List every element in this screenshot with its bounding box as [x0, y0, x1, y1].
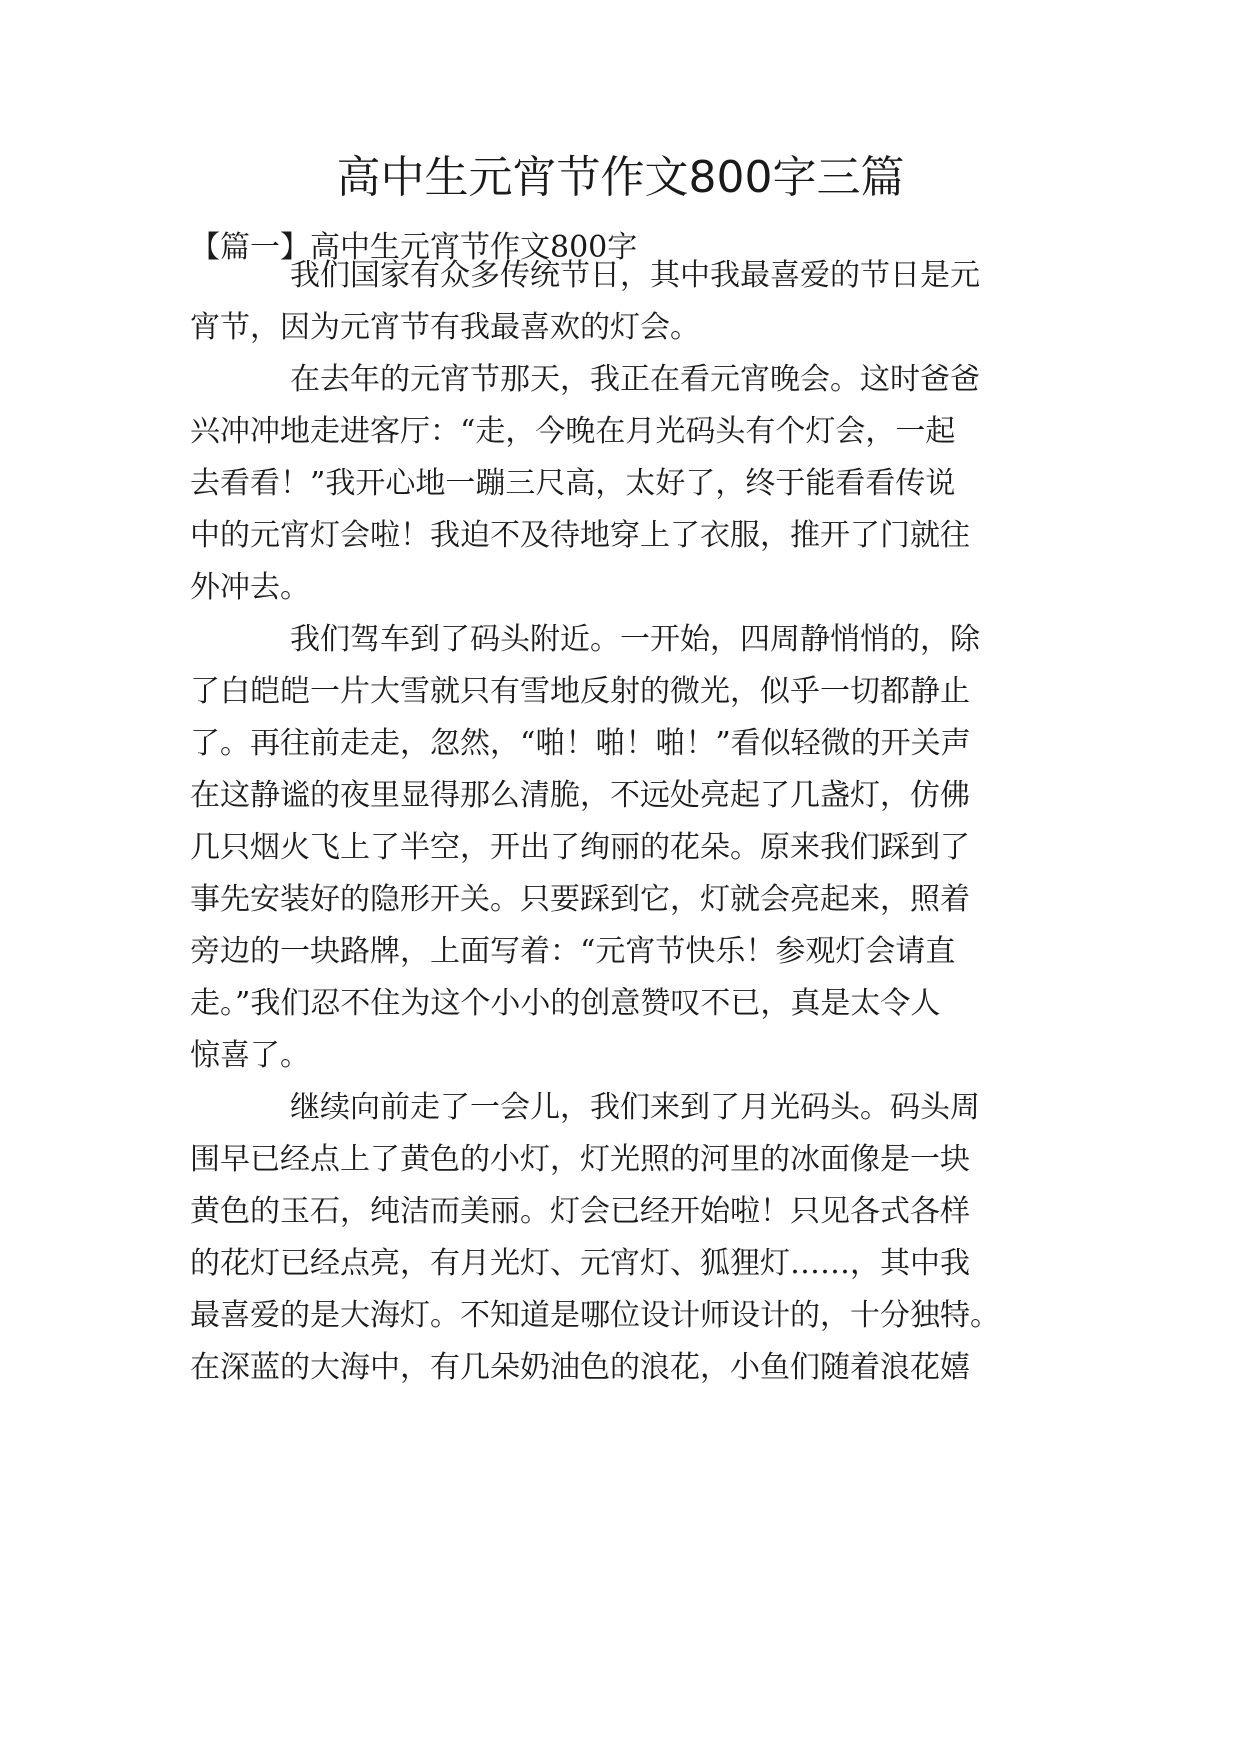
text-line: 最喜爱的是大海灯。不知道是哪位设计师设计的，十分独特。 — [190, 1298, 1000, 1333]
text-line: 在去年的元宵节那天，我正在看元宵晚会。这时爸爸 — [290, 362, 980, 397]
document-title: 高中生元宵节作文800字三篇 — [336, 152, 905, 203]
text-line: 在这静谧的夜里显得那么清脆，不远处亮起了几盏灯，仿佛 — [190, 778, 970, 813]
text-line: 事先安装好的隐形开关。只要踩到它，灯就会亮起来，照着 — [190, 882, 970, 917]
text-line: 在深蓝的大海中，有几朵奶油色的浪花，小鱼们随着浪花嬉 — [190, 1350, 970, 1385]
text-line: 围早已经点上了黄色的小灯，灯光照的河里的冰面像是一块 — [190, 1142, 970, 1177]
text-line: 几只烟火飞上了半空，开出了绚丽的花朵。原来我们踩到了 — [190, 830, 970, 865]
text-line: 了白皑皑一片大雪就只有雪地反射的微光，似乎一切都静止 — [190, 674, 970, 709]
text-line: 中的元宵灯会啦！我迫不及待地穿上了衣服，推开了门就往 — [190, 518, 970, 553]
text-line: 了。再往前走走，忽然，“啪！啪！啪！”看似轻微的开关声 — [190, 726, 971, 761]
text-line: 去看看！”我开心地一蹦三尺高，太好了，终于能看看传说 — [190, 466, 956, 501]
text-line: 黄色的玉石，纯洁而美丽。灯会已经开始啦！只见各式各样 — [190, 1194, 970, 1229]
text-line: 惊喜了。 — [190, 1038, 310, 1073]
text-line: 外冲去。 — [190, 570, 310, 605]
text-line: 旁边的一块路牌，上面写着：“元宵节快乐！参观灯会请直 — [190, 934, 956, 969]
text-line: 继续向前走了一会儿，我们来到了月光码头。码头周 — [290, 1090, 980, 1125]
text-line: 的花灯已经点亮，有月光灯、元宵灯、狐狸灯……，其中我 — [190, 1246, 970, 1281]
section-heading: 【篇一】高中生元宵节作文800字 — [190, 230, 638, 265]
text-line: 我们驾车到了码头附近。一开始，四周静悄悄的，除 — [290, 622, 980, 657]
text-line: 走。”我们忍不住为这个小小的创意赞叹不已，真是太令人 — [190, 986, 941, 1021]
text-line: 宵节，因为元宵节有我最喜欢的灯会。 — [190, 310, 700, 345]
text-line: 我们国家有众多传统节日，其中我最喜爱的节日是元 — [290, 258, 980, 293]
text-line: 兴冲冲地走进客厅：“走，今晚在月光码头有个灯会，一起 — [190, 414, 956, 449]
